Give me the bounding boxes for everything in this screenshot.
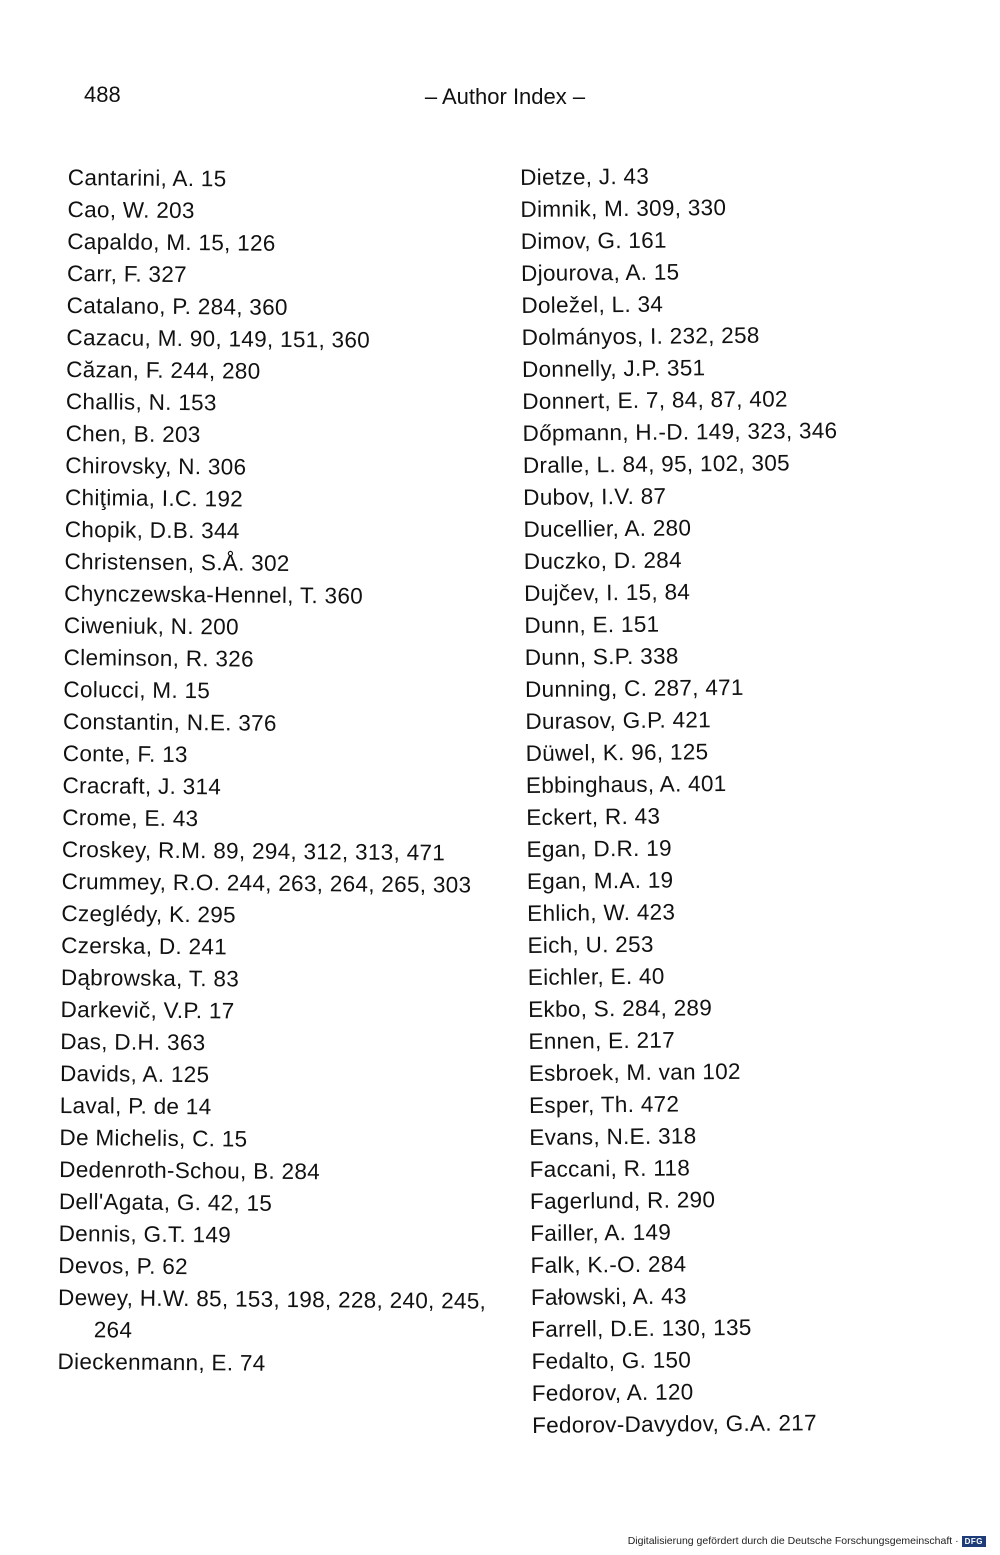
index-entry: Ebbinghaus, A. 401 — [525, 771, 727, 798]
index-entry: Cao, W. 203 — [67, 196, 195, 224]
index-entry: Djourova, A. 15 — [520, 259, 680, 286]
index-entry: Ducellier, A. 280 — [523, 515, 692, 542]
index-entry: Farrell, D.E. 130, 135 — [531, 1314, 752, 1342]
index-entry: Failler, A. 149 — [530, 1219, 672, 1246]
index-entry: Dunning, C. 287, 471 — [524, 674, 744, 702]
index-entry: Challis, N. 153 — [65, 388, 217, 416]
dfg-logo: DFG — [962, 1536, 986, 1547]
index-entry: Ekbo, S. 284, 289 — [528, 995, 713, 1022]
index-entry: Cazacu, M. 90, 149, 151, 360 — [66, 324, 371, 353]
index-entry: Colucci, M. 15 — [63, 676, 211, 704]
index-entry: Carr, F. 327 — [66, 260, 188, 288]
index-entry: Chynczewska-Hennel, T. 360 — [64, 580, 364, 609]
index-entry: Donnert, E. 7, 84, 87, 402 — [522, 386, 788, 414]
index-entry: Dralle, L. 84, 95, 102, 305 — [522, 450, 791, 478]
index-entry: Evans, N.E. 318 — [529, 1123, 697, 1150]
index-entry: Dolmányos, I. 232, 258 — [521, 322, 760, 350]
index-entry: Constantin, N.E. 376 — [63, 708, 277, 736]
index-entry: Dąbrowska, T. 83 — [60, 964, 240, 992]
index-entry: Căzan, F. 244, 280 — [66, 356, 261, 384]
index-entry: Czeglédy, K. 295 — [61, 900, 237, 928]
index-entry: Conte, F. 13 — [62, 740, 188, 768]
index-entry: Falk, K.-O. 284 — [530, 1251, 687, 1278]
index-entry: Chen, B. 203 — [65, 420, 201, 448]
index-entry: Fagerlund, R. 290 — [529, 1187, 716, 1214]
running-title: – Author Index – — [424, 84, 586, 109]
index-entry: Croskey, R.M. 89, 294, 312, 313, 471 — [61, 836, 446, 866]
index-entry: Eichler, E. 40 — [527, 963, 665, 990]
index-entry: Düwel, K. 96, 125 — [525, 739, 709, 766]
index-entry: Chiţimia, I.C. 192 — [64, 484, 244, 512]
index-entry: Christensen, S.Å. 302 — [64, 548, 290, 576]
index-entry: Crummey, R.O. 244, 263, 264, 265, 303 — [61, 868, 472, 898]
index-entry: Crome, E. 43 — [62, 804, 199, 832]
page-number: 488 — [84, 82, 121, 107]
index-entry: Dunn, E. 151 — [524, 611, 660, 638]
index-entry: Egan, M.A. 19 — [526, 867, 674, 894]
index-entry: Capaldo, M. 15, 126 — [67, 228, 276, 256]
digitization-credit — [628, 1535, 986, 1547]
index-entry: Eckert, R. 43 — [526, 803, 661, 830]
index-entry: Dennis, G.T. 149 — [58, 1220, 232, 1248]
index-entry: Ehlich, W. 423 — [527, 899, 676, 926]
index-entry: Cracraft, J. 314 — [62, 772, 222, 800]
index-entry: Cantarini, A. 15 — [67, 164, 227, 192]
index-entry: Cleminson, R. 326 — [63, 644, 254, 672]
index-entry: Durasov, G.P. 421 — [525, 707, 712, 734]
index-entry: Ennen, E. 217 — [528, 1027, 676, 1054]
index-entry: Esbroek, M. van 102 — [528, 1058, 741, 1086]
index-entry: Chirovsky, N. 306 — [65, 452, 247, 480]
index-entry: Dewey, H.W. 85, 153, 198, 228, 240, 245, 264 — [57, 1284, 487, 1343]
index-entry: Dell'Agata, G. 42, 15 — [58, 1188, 273, 1216]
credit-text: Digitalisierung gefördert durch die Deutsche Forschungsgemeinschaft · — [627, 1535, 959, 1547]
index-entry: Das, D.H. 363 — [60, 1028, 206, 1056]
index-entry: Dujčev, I. 15, 84 — [524, 579, 691, 606]
index-entry: Fedorov-Davydov, G.A. 217 — [532, 1410, 817, 1438]
index-entry: Faccani, R. 118 — [529, 1155, 691, 1182]
index-entry: Dőpmann, H.-D. 149, 323, 346 — [522, 417, 838, 446]
index-column-left — [57, 162, 498, 1382]
index-entry: Catalano, P. 284, 360 — [66, 292, 288, 320]
index-entry: Dedenroth-Schou, B. 284 — [59, 1156, 321, 1185]
index-entry: Eich, U. 253 — [527, 931, 654, 958]
index-entry: Ciweniuk, N. 200 — [63, 612, 239, 640]
index-entry: Esper, Th. 472 — [528, 1091, 680, 1118]
index-column-right — [520, 158, 962, 1442]
index-entry: Dieckenmann, E. 74 — [57, 1348, 266, 1376]
index-entry: De Michelis, C. 15 — [59, 1124, 248, 1152]
index-entry: Fedorov, A. 120 — [531, 1379, 694, 1406]
index-entry: Czerska, D. 241 — [61, 932, 228, 960]
index-entry: Doležel, L. 34 — [521, 291, 664, 318]
index-entry: Devos, P. 62 — [58, 1252, 188, 1280]
index-entry: Egan, D.R. 19 — [526, 835, 672, 862]
index-entry: Dunn, S.P. 338 — [524, 643, 679, 670]
index-entry: Dimnik, M. 309, 330 — [520, 195, 727, 222]
index-entry: Chopik, D.B. 344 — [64, 516, 240, 544]
index-entry: Donnelly, J.P. 351 — [521, 355, 706, 382]
index-entry: Dubov, I.V. 87 — [523, 483, 667, 510]
index-entry: Davids, A. 125 — [59, 1060, 210, 1088]
index-entry: Dimov, G. 161 — [520, 227, 667, 254]
index-entry: Laval, P. de 14 — [59, 1092, 212, 1120]
index-entry: Dietze, J. 43 — [520, 163, 650, 190]
index-entry: Darkevič, V.P. 17 — [60, 996, 235, 1024]
index-entry: Fałowski, A. 43 — [530, 1283, 687, 1310]
index-entry: Duczko, D. 284 — [523, 547, 682, 574]
index-entry: Fedalto, G. 150 — [531, 1347, 692, 1374]
